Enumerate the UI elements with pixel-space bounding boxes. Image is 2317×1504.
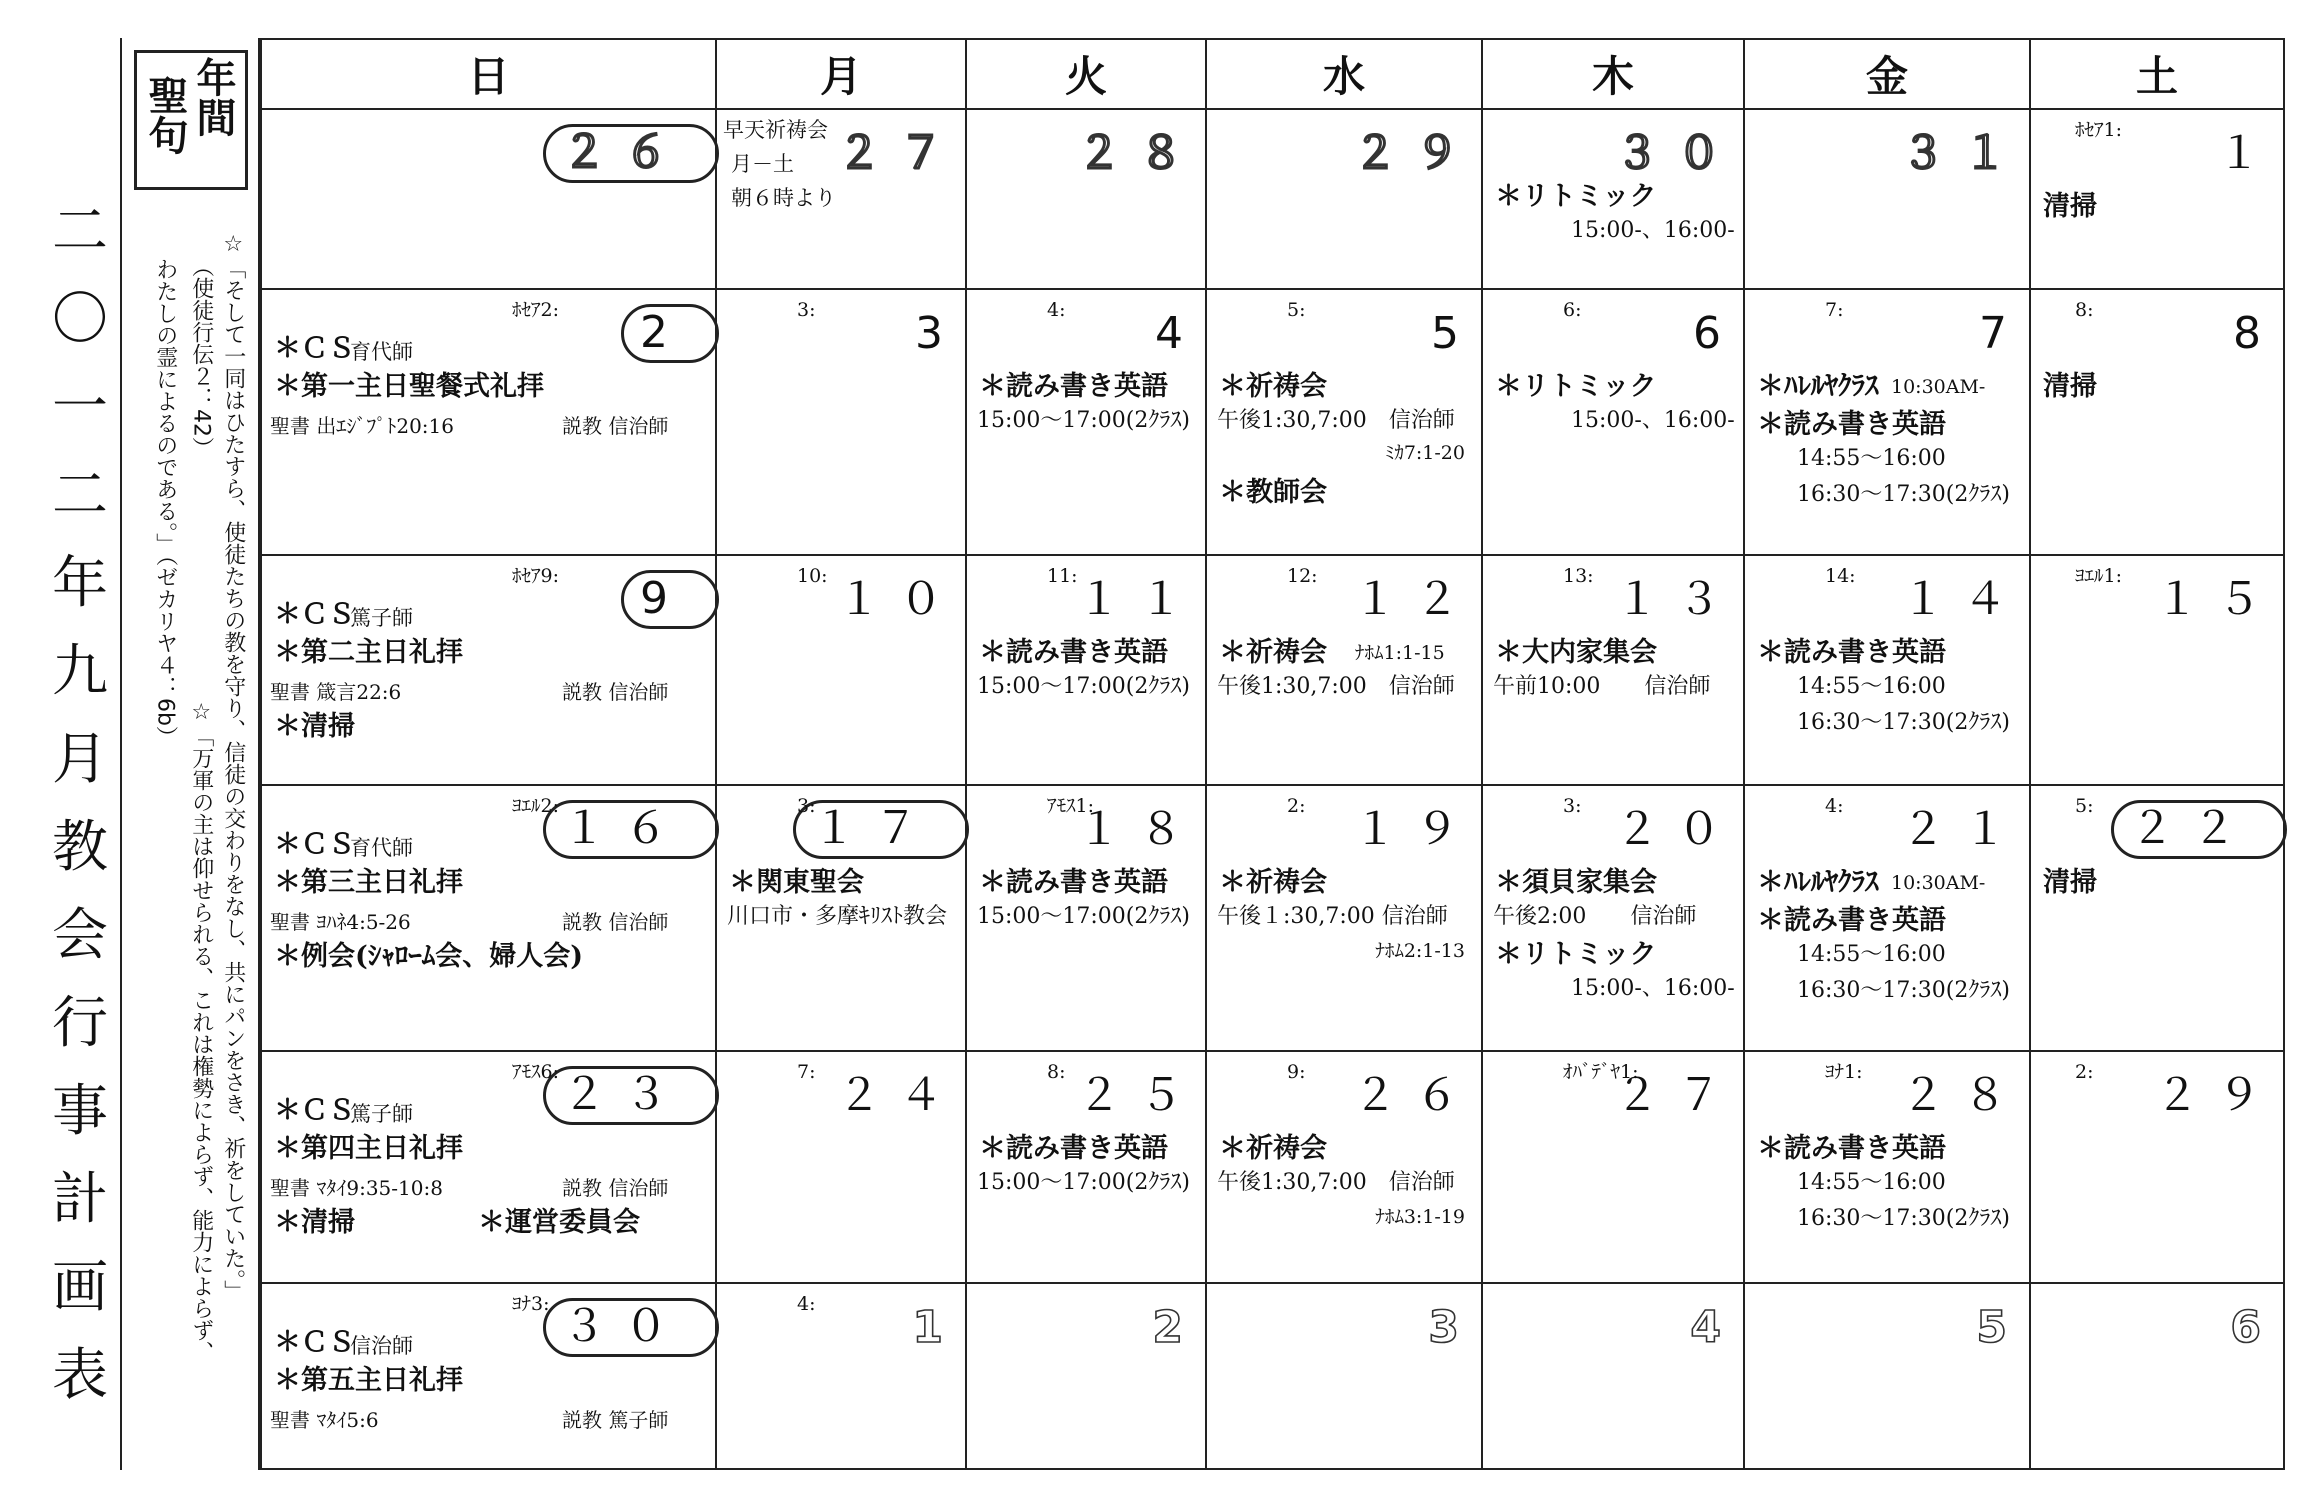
- title-char: 教: [52, 815, 108, 880]
- day-cell: [1482, 289, 1744, 555]
- cs-leader: 信治師: [350, 1334, 413, 1358]
- scripture-ref: 9:: [1287, 1061, 1306, 1083]
- scripture-ref: ﾖｴﾙ1:: [2075, 565, 2122, 587]
- day-cell: [261, 785, 716, 1051]
- event-label: ＊第四主日礼拝: [274, 1133, 463, 1164]
- bible-reading: 聖書 ﾏﾀｲ9:35-10:8: [270, 1176, 443, 1200]
- event-detail: 16:30～17:30(2ｸﾗｽ): [1797, 978, 2010, 1003]
- event-label: 清掃: [2043, 867, 2097, 898]
- bible-reading: 聖書 出ｴｼﾞﾌﾟﾄ20:16: [270, 414, 454, 438]
- day-number: ３０: [1615, 128, 1739, 179]
- day-cell: [716, 289, 966, 555]
- scripture-ref: 8:: [1047, 1061, 1066, 1083]
- event-detail: 14:55～16:00: [1797, 1170, 1946, 1195]
- day-cell: [1744, 785, 2030, 1051]
- day-number: ２７: [837, 128, 961, 179]
- day-cell: [261, 1283, 716, 1469]
- day-number: 5: [1431, 308, 1477, 359]
- scripture-ref: 4:: [1047, 299, 1066, 321]
- scripture-ref: ﾎｾｱ1:: [2075, 119, 2122, 141]
- sermon: 説教 信治師: [562, 414, 669, 438]
- scripture-ref: ﾖﾅ3:: [512, 1293, 550, 1315]
- scripture-ref: ﾎｾｱ2:: [512, 299, 559, 321]
- scripture-ref: 10:: [797, 565, 828, 587]
- event-detail: 午後1:30,7:00 信治師: [1217, 1170, 1455, 1195]
- cs-leader: 育代師: [350, 836, 413, 860]
- bible-reading: 聖書 ﾖﾊﾈ4:5-26: [270, 910, 411, 934]
- event-label: ＊読み書き英語: [1757, 905, 1946, 936]
- day-cell: [1482, 555, 1744, 785]
- event-label: ＊リトミック: [1495, 371, 1657, 402]
- event-detail: ﾅﾎﾑ3:1-19: [1375, 1206, 1465, 1228]
- scripture-ref: 3:: [1563, 795, 1582, 817]
- event-detail: 午後1:30,7:00 信治師: [1217, 674, 1455, 699]
- day-number: 9: [621, 570, 719, 629]
- day-cell: [1482, 1283, 1744, 1469]
- verse-text-3: わたしの霊によるのである。」（ゼカリヤ４：6b）: [152, 258, 178, 748]
- title-char: 月: [52, 727, 108, 792]
- title-char: 表: [52, 1343, 108, 1408]
- day-number: １: [2217, 128, 2279, 179]
- title-char: 二: [52, 199, 108, 264]
- event-detail: 15:00-、16:00-: [1571, 976, 1735, 1001]
- scripture-ref: 7:: [1825, 299, 1844, 321]
- day-number: 3: [915, 308, 961, 359]
- day-number: ２２: [2111, 800, 2287, 859]
- bible-reading: 聖書 ﾏﾀｲ5:6: [270, 1408, 379, 1432]
- day-number: ２３: [543, 1066, 719, 1125]
- day-cell: [1744, 1283, 2030, 1469]
- event-label: ＊ＣＳ: [274, 1095, 355, 1126]
- day-number: １８: [1077, 804, 1201, 855]
- title-char: 〇: [52, 287, 108, 352]
- event-label: ＊読み書き英語: [979, 371, 1168, 402]
- event-label: ＊リトミック: [1495, 939, 1657, 970]
- day-cell: [1206, 785, 1482, 1051]
- day-cell: [1744, 1051, 2030, 1283]
- verse-text-1: ☆「そして一同はひたすら、使徒たちの教を守り、信徒の交わりをなし、共にパンをさき、祈をしていた。」: [220, 232, 246, 1302]
- day-note: 朝６時より: [731, 186, 836, 210]
- scripture-ref: 6:: [1563, 299, 1582, 321]
- day-number: 1: [912, 1302, 961, 1353]
- scripture-ref: 5:: [2075, 795, 2094, 817]
- event-label: ＊読み書き英語: [979, 637, 1168, 668]
- scripture-ref: 13:: [1563, 565, 1594, 587]
- title-char: 画: [52, 1255, 108, 1320]
- day-cell: [2030, 785, 2284, 1051]
- day-cell: [2030, 1051, 2284, 1283]
- day-cell: [716, 555, 966, 785]
- week-row: [261, 109, 2284, 289]
- event-detail: 15:00～17:00(2ｸﾗｽ): [977, 904, 1190, 929]
- event-label: ＊清掃: [274, 1207, 355, 1238]
- event-label: ＊祈祷会: [1219, 1133, 1327, 1164]
- day-number: 2: [621, 304, 719, 363]
- title-char: 事: [52, 1079, 108, 1144]
- day-cell: [261, 555, 716, 785]
- day-cell: [966, 109, 1206, 289]
- scripture-ref: 7:: [797, 1061, 816, 1083]
- scripture-ref: 3:: [797, 795, 816, 817]
- day-cell: [716, 1051, 966, 1283]
- day-cell: [966, 1051, 1206, 1283]
- scripture-ref: 8:: [2075, 299, 2094, 321]
- event-label: ＊読み書き英語: [1757, 409, 1946, 440]
- day-cell: [1206, 1283, 1482, 1469]
- event-label: ＊例会(ｼｬﾛｰﾑ会、婦人会): [274, 941, 584, 972]
- weekday-mon: 月: [716, 39, 966, 109]
- event-label: ＊清掃: [274, 711, 355, 742]
- event-label: ＊運営委員会: [478, 1207, 640, 1238]
- event-time: 10:30AM-: [1891, 376, 1986, 398]
- day-number: ２６: [543, 124, 719, 183]
- title-char: 行: [52, 991, 108, 1056]
- scripture-ref: ﾖｴﾙ2:: [512, 795, 559, 817]
- title-column: [38, 38, 122, 1470]
- event-detail: 14:55～16:00: [1797, 446, 1946, 471]
- scripture-ref: ﾎｾｱ9:: [512, 565, 559, 587]
- event-detail: 15:00～17:00(2ｸﾗｽ): [977, 1170, 1190, 1195]
- event-label: ＊第三主日礼拝: [274, 867, 463, 898]
- title-char: 九: [52, 639, 108, 704]
- weekday-header-row: [261, 39, 2284, 109]
- weekday-fri: 金: [1744, 39, 2030, 109]
- event-label: 清掃: [2043, 371, 2097, 402]
- event-detail: 15:00-、16:00-: [1571, 218, 1735, 243]
- verse-reference-1: （使徒行伝２：42）: [188, 255, 214, 459]
- day-number: １２: [1353, 574, 1477, 625]
- day-number: 4: [1155, 308, 1201, 359]
- day-cell: [966, 785, 1206, 1051]
- sermon: 説教 篤子師: [562, 1408, 669, 1432]
- event-label: ＊ＣＳ: [274, 333, 355, 364]
- verse-heading-nenkan: 年間: [190, 57, 236, 137]
- event-detail: 午前10:00 信治師: [1493, 674, 1711, 699]
- event-label: ＊大内家集会: [1495, 637, 1657, 668]
- day-number: ３１: [1901, 128, 2025, 179]
- day-cell: [1744, 289, 2030, 555]
- day-number: １０: [837, 574, 961, 625]
- day-number: １３: [1615, 574, 1739, 625]
- day-number: 4: [1690, 1302, 1739, 1353]
- day-cell: [1482, 1051, 1744, 1283]
- day-number: ２８: [1901, 1070, 2025, 1121]
- day-number: １９: [1353, 804, 1477, 855]
- day-cell: [966, 289, 1206, 555]
- event-label: ＊ﾊﾚﾙﾔｸﾗｽ: [1757, 371, 1879, 402]
- title-char: 二: [52, 463, 108, 528]
- event-label: ＊読み書き英語: [1757, 1133, 1946, 1164]
- day-number: ２１: [1901, 804, 2025, 855]
- scripture-ref: 4:: [1825, 795, 1844, 817]
- event-detail: 15:00～17:00(2ｸﾗｽ): [977, 408, 1190, 433]
- verse-heading-box: [134, 50, 248, 190]
- day-cell: [1206, 555, 1482, 785]
- day-cell: [2030, 1283, 2284, 1469]
- event-detail: 午後2:00 信治師: [1493, 904, 1697, 929]
- scripture-ref: ｱﾓｽ1:: [1047, 795, 1094, 817]
- day-number: 8: [2233, 308, 2279, 359]
- sermon: 説教 信治師: [562, 1176, 669, 1200]
- calendar-table: [260, 38, 2285, 1470]
- title-char: 年: [52, 551, 108, 616]
- scripture-ref: 3:: [797, 299, 816, 321]
- day-cell: [2030, 289, 2284, 555]
- title-char: 会: [52, 903, 108, 968]
- event-time: 10:30AM-: [1891, 872, 1986, 894]
- event-label: ＊ＣＳ: [274, 599, 355, 630]
- day-number: 2: [1152, 1302, 1201, 1353]
- day-cell: [261, 289, 716, 555]
- cs-leader: 篤子師: [350, 1102, 413, 1126]
- event-detail: 15:00-、16:00-: [1571, 408, 1735, 433]
- event-label: ＊祈祷会: [1219, 637, 1327, 668]
- day-number: ２９: [2155, 1070, 2279, 1121]
- event-detail: 川口市・多摩ｷﾘｽﾄ教会: [727, 904, 948, 929]
- event-label: ＊教師会: [1219, 477, 1327, 508]
- day-number: ２８: [1077, 128, 1201, 179]
- scripture-ref: 2:: [1287, 795, 1306, 817]
- week-row: [261, 289, 2284, 555]
- scripture-ref: ｱﾓｽ6:: [512, 1061, 559, 1083]
- sermon: 説教 信治師: [562, 680, 669, 704]
- day-number: ２７: [1615, 1070, 1739, 1121]
- weekday-sun: 日: [261, 39, 716, 109]
- day-number: 3: [1428, 1302, 1477, 1353]
- scripture-ref: 2:: [2075, 1061, 2094, 1083]
- day-cell: [1206, 1051, 1482, 1283]
- day-cell: [716, 785, 966, 1051]
- day-cell: [1206, 289, 1482, 555]
- event-label: ＊ﾊﾚﾙﾔｸﾗｽ: [1757, 867, 1879, 898]
- day-number: １６: [543, 800, 719, 859]
- day-number: 5: [1976, 1302, 2025, 1353]
- event-label: ＊第一主日聖餐式礼拝: [274, 371, 544, 402]
- event-detail: 14:55～16:00: [1797, 942, 1946, 967]
- week-row: [261, 1051, 2284, 1283]
- day-number: ２６: [1353, 1070, 1477, 1121]
- event-ref: ﾅﾎﾑ1:1-15: [1355, 642, 1445, 664]
- weekday-thu: 木: [1482, 39, 1744, 109]
- day-number: １５: [2155, 574, 2279, 625]
- event-label: ＊ＣＳ: [274, 829, 355, 860]
- day-note: 月－土: [731, 152, 794, 176]
- day-cell: [966, 1283, 1206, 1469]
- weekday-sat: 土: [2030, 39, 2284, 109]
- event-label: ＊読み書き英語: [979, 867, 1168, 898]
- event-label: ＊祈祷会: [1219, 867, 1327, 898]
- event-label: ＊祈祷会: [1219, 371, 1327, 402]
- weekday-tue: 火: [966, 39, 1206, 109]
- event-detail: 16:30～17:30(2ｸﾗｽ): [1797, 482, 2010, 507]
- event-label: 清掃: [2043, 191, 2097, 222]
- event-detail: ﾐｶ7:1-20: [1384, 442, 1465, 464]
- day-cell: [716, 1283, 966, 1469]
- bible-reading: 聖書 箴言22:6: [270, 680, 402, 704]
- event-label: ＊須貝家集会: [1495, 867, 1657, 898]
- day-cell: [1482, 785, 1744, 1051]
- day-number: ２９: [1353, 128, 1477, 179]
- scripture-ref: 5:: [1287, 299, 1306, 321]
- event-label: ＊関東聖会: [729, 867, 864, 898]
- week-row: [261, 1283, 2284, 1469]
- event-detail: 16:30～17:30(2ｸﾗｽ): [1797, 710, 2010, 735]
- day-cell: [1744, 555, 2030, 785]
- day-cell: [2030, 555, 2284, 785]
- sermon: 説教 信治師: [562, 910, 669, 934]
- cs-leader: 篤子師: [350, 606, 413, 630]
- day-number: ２５: [1077, 1070, 1201, 1121]
- cs-leader: 育代師: [350, 340, 413, 364]
- day-cell: [261, 109, 716, 289]
- title-char: 一: [52, 375, 108, 440]
- week-row: [261, 785, 2284, 1051]
- day-number: ２０: [1615, 804, 1739, 855]
- event-detail: ﾅﾎﾑ2:1-13: [1375, 940, 1465, 962]
- day-cell: [1206, 109, 1482, 289]
- event-detail: 午後１:30,7:00 信治師: [1217, 904, 1448, 929]
- day-cell: [716, 109, 966, 289]
- week-row: [261, 555, 2284, 785]
- event-label: ＊ＣＳ: [274, 1327, 355, 1358]
- event-detail: 16:30～17:30(2ｸﾗｽ): [1797, 1206, 2010, 1231]
- day-number: １４: [1901, 574, 2025, 625]
- day-number: １１: [1077, 574, 1201, 625]
- day-cell: [966, 555, 1206, 785]
- day-number: 7: [1979, 308, 2025, 359]
- day-cell: [1744, 109, 2030, 289]
- event-label: ＊第二主日礼拝: [274, 637, 463, 668]
- day-cell: [1482, 109, 1744, 289]
- day-number: 6: [1693, 308, 1739, 359]
- day-number: 6: [2230, 1302, 2279, 1353]
- event-label: ＊第五主日礼拝: [274, 1365, 463, 1396]
- day-number: ３０: [543, 1298, 719, 1357]
- event-label: ＊読み書き英語: [979, 1133, 1168, 1164]
- weekday-wed: 水: [1206, 39, 1482, 109]
- event-detail: 15:00～17:00(2ｸﾗｽ): [977, 674, 1190, 699]
- event-label: ＊読み書き英語: [1757, 637, 1946, 668]
- verse-heading-seiku: 聖句: [142, 75, 188, 155]
- day-cell: [261, 1051, 716, 1283]
- day-number: ２４: [837, 1070, 961, 1121]
- event-detail: 14:55～16:00: [1797, 674, 1946, 699]
- scripture-ref: ｵﾊﾞﾃﾞﾔ1:: [1563, 1061, 1639, 1083]
- event-label: ＊リトミック: [1495, 181, 1657, 212]
- scripture-ref: 11:: [1047, 565, 1078, 587]
- scripture-ref: 14:: [1825, 565, 1856, 587]
- day-note: 早天祈祷会: [723, 118, 828, 142]
- day-cell: [2030, 109, 2284, 289]
- scripture-ref: ﾖﾅ1:: [1825, 1061, 1863, 1083]
- day-number: １７: [793, 800, 969, 859]
- event-detail: 午後1:30,7:00 信治師: [1217, 408, 1455, 433]
- verse-text-2: ☆「万軍の主は仰せられる、これは権勢によらず、能力によらず、: [188, 700, 214, 1363]
- title-char: 計: [52, 1167, 108, 1232]
- scripture-ref: 4:: [797, 1293, 816, 1315]
- scripture-ref: 12:: [1287, 565, 1318, 587]
